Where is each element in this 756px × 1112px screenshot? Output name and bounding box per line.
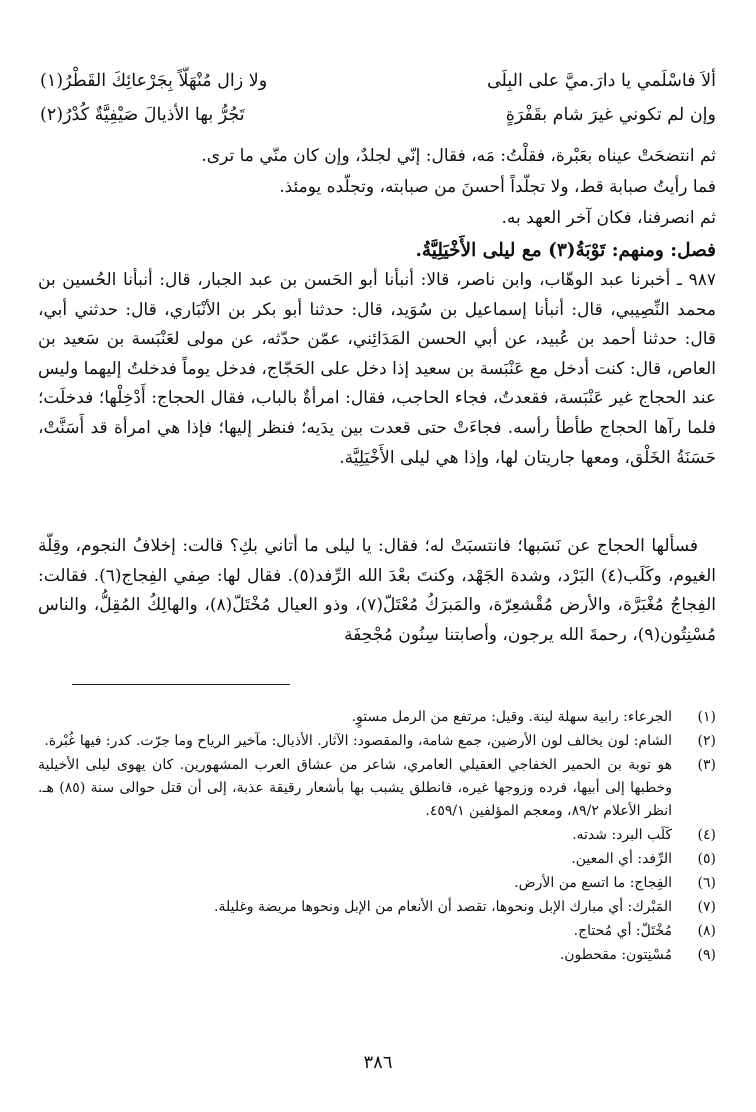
footnote-number: (١) bbox=[697, 709, 716, 725]
intro-line: فما رأيتُ صبابة قط، ولا تجلّداً أحسنَ من صبابته، وتجلّده يومئذ. bbox=[279, 177, 716, 197]
footnote-text: الشام: لون يخالف لون الأرضين، جمع شامة، والمقصود: الآثار. الأذيال: مآخير الرياح وما جرّت. كدر: فيها غُبْرة. bbox=[44, 733, 672, 749]
footnote-number: (٤) bbox=[697, 827, 716, 843]
footnote bbox=[38, 920, 716, 943]
footnote-text: الجرعاء: رابية سهلة لينة. وقيل: مرتفع من الرمل مستوٍ. bbox=[351, 709, 672, 725]
intro-line: ثم انتضحَتْ عيناه بعَبْرة، فقلْتُ: مَه، فقال: إنّي لجلدٌ، وإن كان منّي ما ترى. bbox=[201, 146, 716, 166]
footnote-number: (٢) bbox=[697, 733, 716, 749]
footnote-divider bbox=[72, 684, 290, 685]
footnote-number: (٦) bbox=[697, 875, 716, 891]
footnote-number: (٨) bbox=[697, 923, 716, 939]
footnote-text: مُسْنِتون: مقحطون. bbox=[559, 947, 672, 963]
footnote bbox=[38, 896, 716, 919]
footnote-text: الرِّفد: أي المعين. bbox=[571, 851, 672, 867]
intro-line: ثم انصرفنا، فكان آخر العهد به. bbox=[501, 208, 716, 228]
page-number: ٣٨٦ bbox=[363, 1052, 393, 1073]
footnote-number: (٩) bbox=[697, 947, 716, 963]
footnote bbox=[38, 824, 716, 847]
footnote-text: مُخْتَلّ: أي مُحتاج. bbox=[573, 923, 672, 939]
footnote bbox=[38, 872, 716, 895]
footnote bbox=[38, 754, 716, 823]
section-heading: فصل: ومنهم: تَوْبَةُ(٣) مع ليلى الأَخْيَلِيَّةُ. bbox=[415, 240, 716, 261]
verse-second-hemistich: ولا زال مُنْهَلّاً بِجَرْعائِكَ القَطْرُ(١) bbox=[40, 71, 268, 91]
verse-first-hemistich: ألاَ فاسْلَمي يا دارَ.ميَّ على البِلَى bbox=[486, 71, 716, 91]
footnote-text: المَبْرك: أي مبارك الإبل ونحوها، تقصد أن الأنعام من الإبل ونحوها مريضة وغليلة. bbox=[214, 899, 672, 915]
main-paragraph: ٩٨٧ ـ أخبرنا عبد الوهّاب، وابن ناصر، قالا: أنبأنا أبو الحَسن بن عبد الجبار، قال: أنبأنا الحُسين بن محمد النِّصِيبي، قال: أنبأنا إسماعيل بن سُوَيد، قال: حدثنا أبو بكر بن الأنْبَاري، قال: حدثني أبي، قال: حدثنا أحمد بن عُبيد، عن أبي الحسن المَدَائِني، عمّن حدّثه، عن مولى لعَنْبَسة بن سَعيد بن العاص، قال: كنت أدخل مع عَنْبَسة بن سعيد إذا دخل على الحَجّاج، فدخل يوماً فدخلتُ إليهما وليس عند الحجاج غير عَنْبَسة، فقعدتُ، فجاء الحاجب، فقال: امرأةٌ بالباب، فقال الحجاج: أَدْخِلْها؛ فدخلَت؛ فلما رآها الحجاج طأطأ رأسه. فجاءَتْ حتى قعدت بين يدَيه؛ فنظر إليها؛ فإذا هي امرأة قد أَسَنَّتْ، حَسَنَةُ الخَلْق، ومعها جاريتان لها، وإذا هي ليلى الأَخْيَلِيَّة. bbox=[38, 270, 716, 468]
footnote-number: (٥) bbox=[697, 851, 716, 867]
main-paragraph: فسألها الحجاج عن نَسَبها؛ فانتسبَتْ له؛ فقال: يا ليلى ما أتاني بكِ؟ قالت: إخلافُ النجوم، وقِلّة الغيوم، وكَلَب(٤) البَرْد، وشدة الجَهْد، وكنتَ بعْدَ الله الرِّفد(٥). فقال لها: صِفي الفِجاج(٦). فقالت: الفِجاجُ مُغْبَرَّة، والأرض مُقْشعِرّة، والمَبرَكُ مُعْتَلّ(٧)، وذو العيال مُخْتَلّ(٨)، والهالِكُ المُقِلُّ، والناس مُسْنِتُون(٩)، رحمةَ الله يرجون، وأصابتنا سِنُون مُجْحِفَة bbox=[38, 536, 716, 645]
footnote-text: الفِجاج: ما اتسع من الأرض. bbox=[514, 875, 672, 891]
footnote-text: كَلَب البرد: شدته. bbox=[572, 827, 672, 843]
footnote bbox=[38, 706, 716, 729]
poem-verse bbox=[40, 100, 716, 130]
footnote bbox=[38, 730, 716, 753]
footnote-number: (٧) bbox=[697, 899, 716, 915]
footnotes bbox=[38, 706, 716, 968]
footnote bbox=[38, 944, 716, 967]
verse-second-hemistich: تَجُرُّ بها الأذيالَ صَيْفِيَّةٌ كُدْرُ(٢) bbox=[40, 105, 245, 125]
footnote-text: هو توبة بن الحمير الخفاجي العقيلي العامري، شاعر من عشاق العرب المشهورين. كان يهوى ليلى الأخيلية وخطبها إلى أبيها، فرده وزوجها غيره، فانطلق يشبب بها بأشعار رقيقة عذبة، إلى أن قتل حوالى سنة (٨٥) هـ. انظر الأعلام ٨٩/٢، ومعجم المؤلفين ٤٥٩/١. bbox=[38, 757, 672, 819]
verse-first-hemistich: وإن لم تكوني غيرَ شام بقَفْرَةٍ bbox=[505, 105, 716, 125]
poem-verse bbox=[40, 66, 716, 96]
footnote-number: (٣) bbox=[697, 757, 716, 773]
footnote bbox=[38, 848, 716, 871]
